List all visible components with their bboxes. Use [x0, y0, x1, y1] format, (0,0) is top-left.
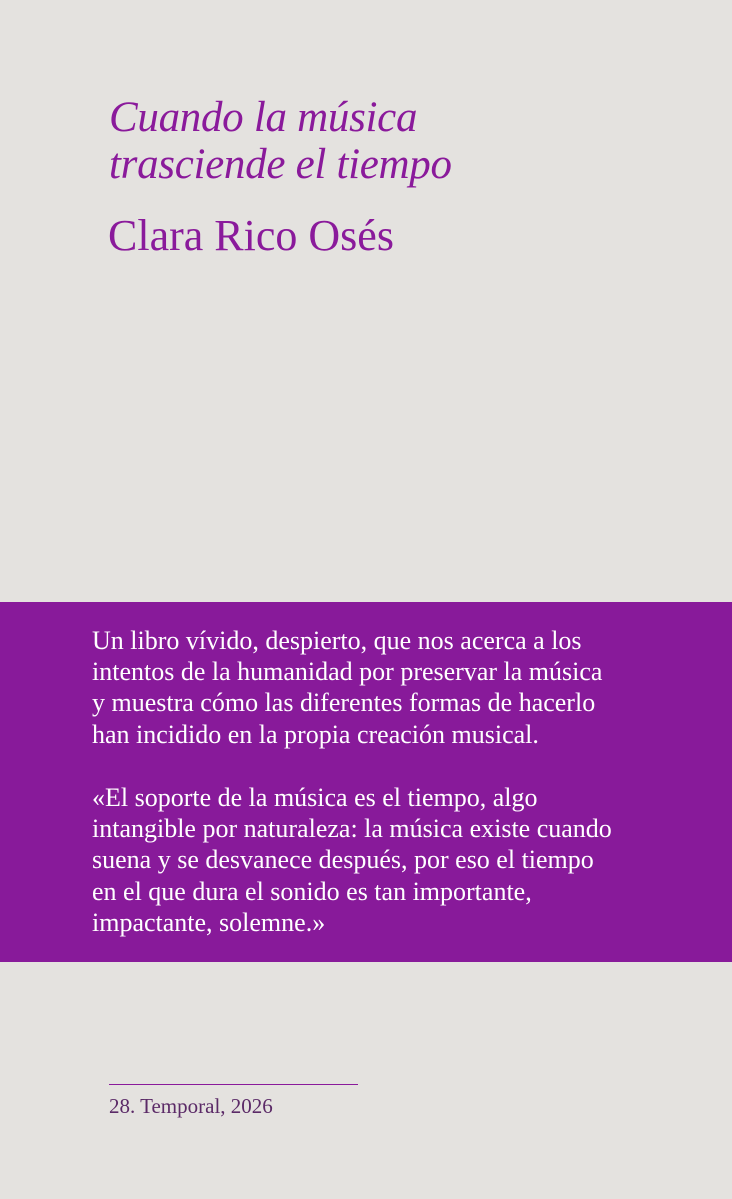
book-description: [92, 625, 702, 750]
quote-line: en el que dura el sonido es tan importante,: [92, 876, 532, 906]
description-line: Un libro vívido, despierto, que nos acerca a los: [92, 626, 582, 655]
description-line: y muestra cómo las diferentes formas de hacerlo: [92, 688, 596, 718]
quote-line: intangible por naturaleza: la música existe cuando: [92, 814, 612, 844]
book-title: [109, 94, 669, 188]
description-line: intentos de la humanidad por preservar la música: [92, 657, 603, 687]
book-title-line: Cuando la música: [109, 94, 418, 141]
footer-divider: [109, 1084, 358, 1085]
quote-line: impactante, solemne.»: [92, 907, 326, 937]
description-line: han incidido en la propia creación musical.: [92, 719, 539, 749]
book-title-line: trasciende el tiempo: [109, 141, 452, 188]
series-info: 28. Temporal, 2026: [109, 1094, 273, 1118]
book-author: Clara Rico Osés: [108, 211, 394, 260]
quote-line: suena y se desvanece después, por eso el tiempo: [92, 845, 594, 875]
quote-line: «El soporte de la música es el tiempo, algo: [92, 783, 538, 812]
book-quote: [92, 782, 702, 938]
